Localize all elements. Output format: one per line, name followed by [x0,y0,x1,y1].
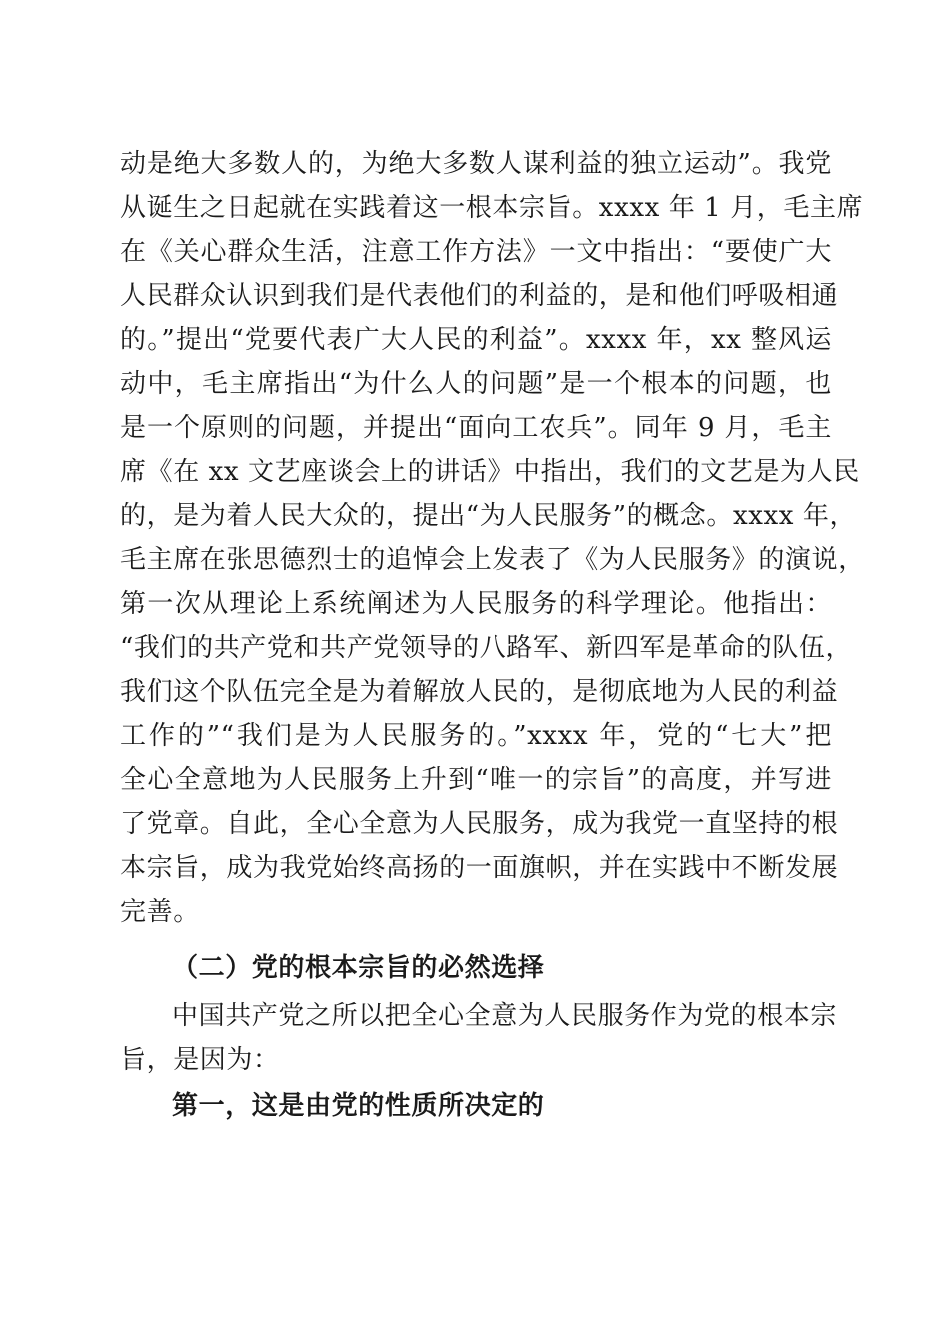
paragraph-line: 毛主席在张思德烈士的追悼会上发表了《为人民服务》的演说， [120,545,865,575]
paragraph-line: 完善。 [120,897,200,927]
paragraph-line: 动是绝大多数人的，为绝大多数人谋利益的独立运动”。我党 [120,149,832,179]
paragraph-line: 的，是为着人民大众的，提出“为人民服务”的概念。xxxx 年， [120,501,857,531]
paragraph-line: “我们的共产党和共产党领导的八路军、新四军是革命的队伍， [120,633,853,663]
paragraph-line: 席《在 xx 文艺座谈会上的讲话》中指出，我们的文艺是为人民 [120,457,860,487]
paragraph-line: 从诞生之日起就在实践着这一根本宗旨。xxxx 年 1 月，毛主席 [120,193,864,223]
paragraph-line: 工作的”“我们是为人民服务的。”xxxx 年，党的“七大”把 [120,721,832,751]
paragraph-line: 本宗旨，成为我党始终高扬的一面旗帜，并在实践中不断发展 [120,853,839,883]
paragraph-line: 旨，是因为： [120,1045,280,1075]
paragraph-line: 中国共产党之所以把全心全意为人民服务作为党的根本宗 [172,1001,838,1031]
paragraph-line: 动中，毛主席指出“为什么人的问题”是一个根本的问题，也 [120,369,832,399]
paragraph-line: 是一个原则的问题，并提出“面向工农兵”。同年 9 月，毛主 [120,413,832,443]
paragraph-line: 在《关心群众生活，注意工作方法》一文中指出：“要使广大 [120,237,832,267]
subheading: 第一，这是由党的性质所决定的 [172,1091,545,1121]
paragraph-line: 我们这个队伍完全是为着解放人民的，是彻底地为人民的利益 [120,677,839,707]
paragraph-line: 第一次从理论上系统阐述为人民服务的科学理论。他指出： [120,589,832,619]
paragraph-line: 人民群众认识到我们是代表他们的利益的，是和他们呼吸相通 [120,281,839,311]
paragraph-line: 了党章。自此，全心全意为人民服务，成为我党一直坚持的根 [120,809,839,839]
paragraph-line: 全心全意地为人民服务上升到“唯一的宗旨”的高度，并写进 [120,765,832,795]
section-heading: （二）党的根本宗旨的必然选择 [172,953,545,983]
paragraph-line: 的。”提出“党要代表广大人民的利益”。xxxx 年，xx 整风运 [120,325,832,355]
